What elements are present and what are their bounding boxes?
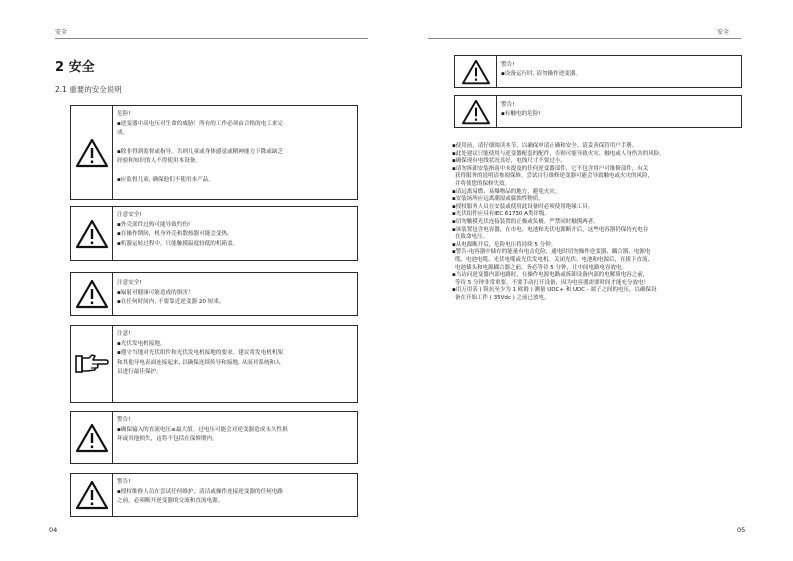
list-item: ▪从电源断开后，危险电压将持续 5 分钟。 <box>452 241 557 248</box>
list-item: ▪此处建议只能使用与逆变器配套的配件，否则可能导致火灾、触电或人身伤害的风险。 <box>452 150 665 157</box>
list-item: ▪请远离易燃、易爆物品的地方，避免火灾。 <box>452 188 561 195</box>
warning-line: ▪有触电的危险! <box>501 111 541 117</box>
list-item: 缆、电池电缆、光伏电缆或光伏发电机。关闭光伏、电池和电源后，在拔下直流、 <box>455 256 654 263</box>
note-line: ▪光伏发电机接地。 <box>117 340 166 347</box>
shock-warning-text <box>496 96 741 127</box>
warning-heading: 警告! <box>117 417 131 423</box>
warning-line: ▪确保输入的直流电压≤最大值。过电压可能会对逆变器造成永久性损 <box>117 426 288 433</box>
warning-icon-cell <box>71 474 113 516</box>
list-item: ▪确保现有电线状况良好，电线尺寸不要过小。 <box>452 158 566 165</box>
list-item: ▪使用前，请仔细阅读本节，以确保申请正确和安全。请妥善保管用户手册。 <box>452 143 638 149</box>
caution-heading: 注意安全! <box>117 280 142 286</box>
grounding-note-text <box>112 326 357 402</box>
warning-triangle-icon <box>75 480 109 510</box>
list-item: 在致命电压。 <box>455 234 489 241</box>
section-title: 2 安全 <box>55 60 95 75</box>
hot-surface-text <box>112 207 357 260</box>
danger-line: ▪应监督儿童, 确保他们不使用本产品。 <box>117 176 214 183</box>
note-line: 员进行最佳保护。 <box>117 369 162 376</box>
list-item: ▪用万用表 ( 阻抗至少为 1 欧姆 ) 测量 UDC+ 和 UDC - 端子之间的电压，以确保设 <box>452 287 657 294</box>
page-header: 安全 <box>717 29 730 36</box>
grounding-note-box <box>70 325 358 403</box>
warning-icon-cell <box>71 412 113 463</box>
caution-heading: 注意安全! <box>117 212 142 218</box>
warning-triangle-icon <box>461 59 491 85</box>
note-heading: 注意! <box>117 331 131 337</box>
section-subtitle: 2.1 重要的安全说明 <box>55 85 122 94</box>
list-item: ▪授权服务人员在安装或使用此设备时必须使用绝缘工具。 <box>452 203 594 210</box>
caution-line: ▪辐射对健康可能造成的损害！ <box>117 289 194 296</box>
warning-line: 之前，必须断开逆变器的交流和直流电源。 <box>117 498 224 505</box>
list-item: ▪警告-电容器中储存的能量有电击危险，通电时切勿操作逆变器、耦合器、电源电 <box>452 249 651 256</box>
warning-triangle-icon <box>75 138 109 168</box>
caution-line: ▪机器运转过程中，只能触摸温度较低的机箱盖。 <box>117 240 239 247</box>
radiation-box <box>70 272 358 316</box>
right-page <box>397 0 793 561</box>
danger-text <box>112 106 357 199</box>
warning-heading: 警告! <box>117 479 131 485</box>
warning-heading: 警告! <box>501 62 515 68</box>
warning-line: ▪授权维修人员在尝试任何维护、清洁或操作连接逆变器的任何电路 <box>117 488 284 495</box>
list-item: ▪切勿触摸光伏连接装置的正极或负极。严禁同时触摸两者。 <box>452 218 599 225</box>
radiation-text <box>112 273 357 315</box>
operation-warning-box <box>454 55 742 88</box>
danger-line: 经验和知识的人不得使用本设备。 <box>117 158 201 165</box>
operation-warning-text <box>496 56 741 87</box>
list-item: 备在开始工作 ( 35Vdc ) 之前已放电。 <box>455 294 550 301</box>
list-item: ▪请勿拆卸安装指南中未提及的任何逆变器部件，它不包含用户可维修部件，有关 <box>452 165 649 172</box>
dc-voltage-warning-text <box>112 412 357 463</box>
warning-triangle-icon <box>75 423 109 453</box>
list-item: 获得服务的说明请参阅保修。尝试自行维修逆变器可能会导致触电或火灾的风险， <box>455 173 654 180</box>
page-number: 04 <box>49 526 58 534</box>
danger-heading: 危险! <box>117 111 131 117</box>
hot-surface-box <box>70 206 358 261</box>
list-item: ▪光伏组件应具有IEC 61730 A类评级。 <box>452 211 550 218</box>
warning-triangle-icon <box>75 279 109 309</box>
pointing-hand-icon <box>75 352 109 376</box>
caution-line: ▪外壳部件过热可能导致灼伤! <box>117 221 191 228</box>
warning-icon-cell <box>71 106 113 199</box>
header-rule <box>55 38 368 39</box>
page-number: 05 <box>737 526 746 534</box>
dc-voltage-warning-box <box>70 411 358 464</box>
left-page <box>0 0 396 561</box>
list-item: ▪该装置包含电容器，在市电、电池和光伏电源断开后，这些电容器仍保持充电存 <box>452 226 649 233</box>
danger-line: 成。 <box>117 130 129 137</box>
spacer <box>117 139 351 148</box>
page-header: 安全 <box>55 29 68 36</box>
caution-line: ▪在任何时间内, 不要靠近逆变器 20 厘米。 <box>117 299 225 306</box>
list-item: ▪安装场所应远离潮湿或腐蚀性物质。 <box>452 196 544 203</box>
note-line: 和其他导电表面连接起来, 以确保连续传导和接地, 从而对系统和人 <box>117 359 281 366</box>
maintenance-warning-text <box>112 474 357 516</box>
warning-heading: 警告! <box>501 102 515 108</box>
list-item: 并将使您的保修失效。 <box>455 180 511 187</box>
danger-line: ▪逆变器中高电压对生命的威胁！所有的工作必须由合格的电工来完 <box>117 120 284 127</box>
warning-icon-cell <box>455 56 497 87</box>
warning-line: ▪设备运行时, 请勿操作逆变器。 <box>501 71 582 77</box>
warning-triangle-icon <box>75 219 109 249</box>
spacer <box>117 167 351 176</box>
danger-box <box>70 105 358 200</box>
list-item: ▪当访问逆变器内部电路时，在操作电源电路或拆卸设备内部的电解质电容之前， <box>452 272 649 279</box>
warning-icon-cell <box>455 96 497 127</box>
danger-line: ▪除非得到监督或指导，否则儿童或身体感觉或精神能力下降或缺乏 <box>117 148 284 155</box>
warning-icon-cell <box>71 273 113 315</box>
warning-icon-cell <box>71 207 113 260</box>
maintenance-warning-box <box>70 473 358 517</box>
safety-instructions-list <box>452 143 752 302</box>
caution-line: ▪在操作期间，机身外壳和散热器可能会变热。 <box>117 231 233 238</box>
note-icon-cell <box>71 326 113 402</box>
warning-triangle-icon <box>461 99 491 125</box>
list-item: 等待 5 分钟非常重要。不要手动打开设备，因为电容器需要时间才能充分放电！ <box>455 279 649 286</box>
shock-warning-box <box>454 95 742 128</box>
list-item: 电池插头和电源耦合器之前，务必等待 5 分钟，让中间电路电容放电。 <box>455 264 627 271</box>
warning-line: 坏或其他损失，这将不包括在保修期内。 <box>117 436 218 443</box>
header-rule <box>428 38 741 39</box>
note-line: ▪遵守当地对光伏组件和光伏发电机接地的要求。建议将发电机机架 <box>117 350 284 357</box>
